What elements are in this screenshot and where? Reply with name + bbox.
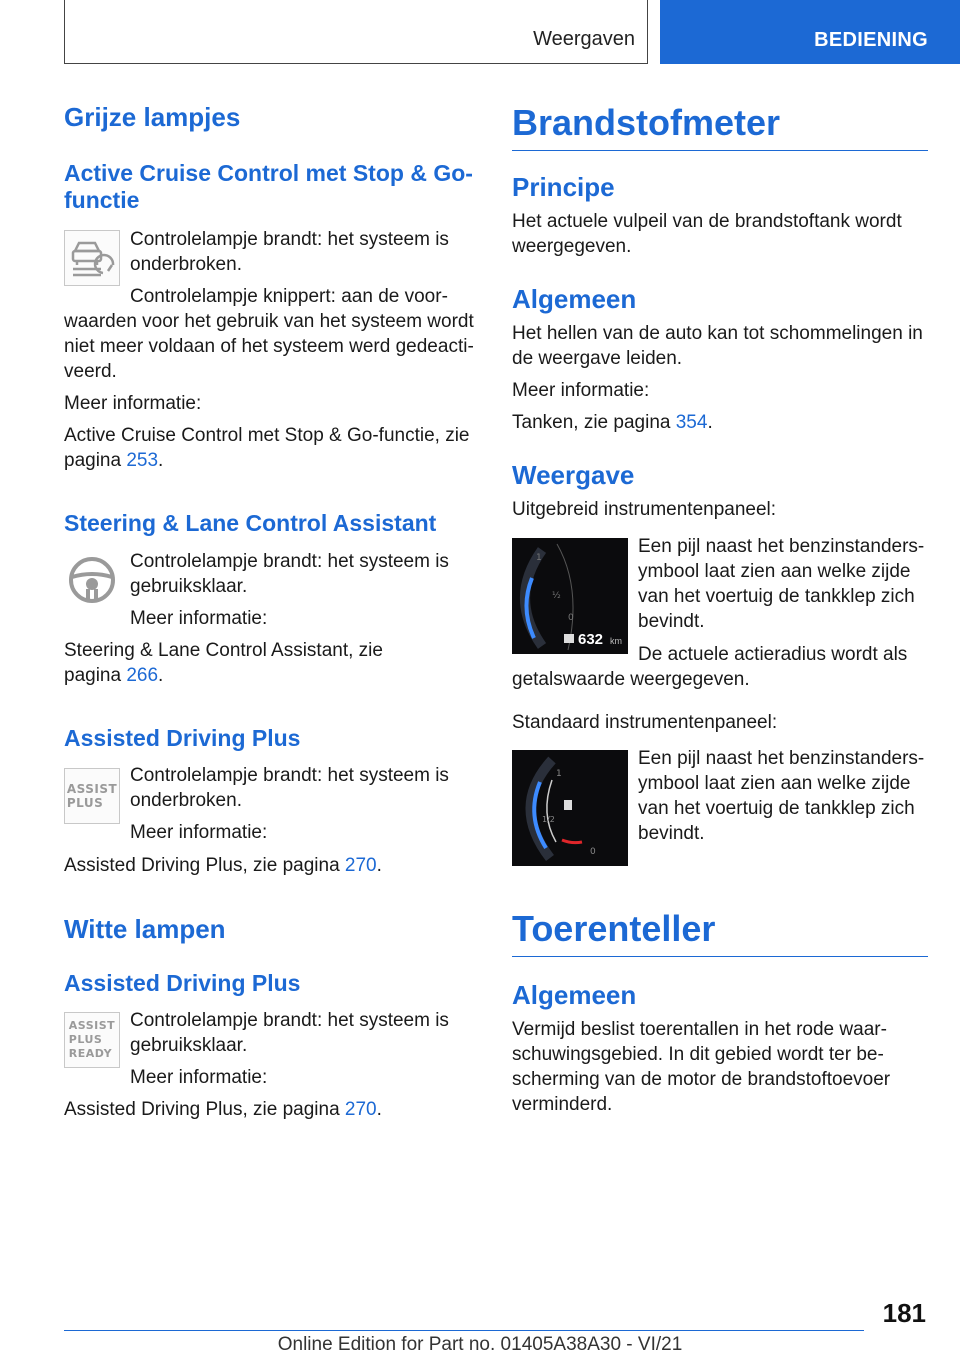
header-section-box <box>64 0 648 64</box>
adp-page-link[interactable]: 270 <box>344 855 377 876</box>
general-page-link[interactable]: 354 <box>675 412 708 433</box>
assist-plus-ready-icon-line2: PLUS <box>68 1033 103 1046</box>
heading-white-lamps: Witte lampen <box>64 914 226 944</box>
adp2-page-link[interactable]: 270 <box>344 1099 377 1120</box>
adp-lamp-on-text: Controlelampje brandt: het systeem is onderbroken. <box>130 765 449 811</box>
heading-general: Algemeen <box>512 284 637 314</box>
display-intro: Uitgebreid instrumentenpaneel: <box>512 499 777 520</box>
standard-gauge-tick-full: 1 <box>556 769 562 779</box>
slca-page-link[interactable]: 266 <box>126 665 159 686</box>
standard-cluster-intro: Standaard instrumentenpaneel: <box>512 712 778 733</box>
heading-principle: Principe <box>512 172 615 202</box>
slca-lamp-on-text: Controlelampje brandt: het systeem is gebruiksklaar. <box>130 551 449 597</box>
page-number: 181 <box>882 1298 926 1328</box>
display-range-text-rest: getalswaarde weergegeven. <box>512 669 750 690</box>
acc-more-info: Meer informatie: <box>64 393 202 414</box>
header-section-title: Weergaven <box>533 28 635 50</box>
footer-edition-text: Online Edition for Part no. 01405A38A30 - VI/21 <box>277 1334 683 1355</box>
adp2-reference: Assisted Driving Plus, zie pagina 270. <box>64 1099 382 1120</box>
heading-fuel-gauge: Brandstofmeter <box>512 102 928 151</box>
acc-reference: Active Cruise Control met Stop & Go-functie, zie pagina 253. <box>64 425 470 471</box>
standard-gauge-tick-half: 1/2 <box>542 815 555 824</box>
general-reference: Tanken, zie pagina 354. <box>512 412 713 433</box>
adp2-more-info: Meer informatie: <box>130 1067 268 1088</box>
acc-page-link[interactable]: 253 <box>126 450 159 471</box>
assist-plus-icon-line1: ASSIST <box>66 782 118 796</box>
adp2-lamp-on-text: Controlelampje brandt: het systeem is gebruiksklaar. <box>130 1010 449 1056</box>
tachometer-text: Vermijd beslist toerentallen in het rode waarschuwingsgebied. In dit gebied wordt ter bescherming van de motor de brandstoftoevoer verminderd. <box>512 1019 891 1115</box>
adp-reference: Assisted Driving Plus, zie pagina 270. <box>64 855 382 876</box>
standard-gauge-tick-empty: 0 <box>590 847 596 857</box>
principle-text: Het actuele vulpeil van de brandstoftank wordt weergegeven. <box>512 211 902 257</box>
extended-gauge-tick-empty: 0 <box>568 613 574 623</box>
assist-plus-ready-icon-line3: READY <box>68 1047 113 1060</box>
heading-tachometer: Toerenteller <box>512 908 928 957</box>
general-more-info: Meer informatie: <box>512 380 650 401</box>
adp2-reference-text: Assisted Driving Plus, zie pagina <box>64 1099 345 1120</box>
header-chapter-tab <box>660 0 960 64</box>
extended-gauge-tick-half: ½ <box>552 591 561 601</box>
header-chapter-title: BEDIENING <box>814 29 928 51</box>
heading-display: Weergave <box>512 460 635 490</box>
acc-lamp-flash-text-rest: waarden voor het gebruik van het systeem wordt niet meer voldaan of het systeem werd gedeactiveerd. <box>64 311 474 382</box>
general-reference-text: Tanken, zie pagina <box>512 412 676 433</box>
extended-gauge-range-value: 632 <box>578 631 604 648</box>
adp-more-info: Meer informatie: <box>130 822 268 843</box>
display-arrow-text: Een pijl naast het benzinstandersymbool laat zien aan welke zijde van het voertuig de tankklep zich bevindt. <box>638 536 925 632</box>
heading-active-cruise-control: Active Cruise Control met Stop & Go-functie <box>64 160 473 213</box>
slca-reference: Steering & Lane Control Assistant, zie pagina 266. <box>64 640 383 686</box>
heading-grey-lamps: Grijze lampjes <box>64 102 241 132</box>
heading-assisted-driving-plus-white: Assisted Driving Plus <box>64 970 301 996</box>
extended-gauge-tick-full: 1 <box>536 553 542 563</box>
slca-more-info: Meer informatie: <box>130 608 268 629</box>
heading-steering-lane-control: Steering & Lane Control Assistant <box>64 510 437 536</box>
adp-reference-text: Assisted Driving Plus, zie pagina <box>64 855 345 876</box>
heading-tachometer-general: Algemeen <box>512 980 637 1010</box>
acc-lamp-flash-text-start: Controlelampje knippert: aan de voor- <box>130 286 448 307</box>
heading-assisted-driving-plus-grey: Assisted Driving Plus <box>64 725 301 751</box>
extended-gauge-range-unit: km <box>610 636 622 646</box>
general-text: Het hellen van de auto kan tot schommelingen in de weergave leiden. <box>512 323 923 369</box>
slca-reference-text: Steering & Lane Control Assistant, zie pagina <box>64 640 383 686</box>
acc-reference-text: Active Cruise Control met Stop & Go-functie, zie pagina <box>64 425 470 471</box>
assist-plus-ready-icon-line1: ASSIST <box>68 1019 116 1032</box>
assist-plus-icon-line2: PLUS <box>66 796 104 810</box>
footer-divider <box>64 1330 864 1331</box>
standard-arrow-text: Een pijl naast het benzinstandersymbool laat zien aan welke zijde van het voertuig de tankklep zich bevindt. <box>638 748 925 844</box>
display-range-text-start: De actuele actieradius wordt als <box>638 644 908 665</box>
acc-lamp-on-text: Controlelampje brandt: het systeem is onderbroken. <box>130 229 449 275</box>
